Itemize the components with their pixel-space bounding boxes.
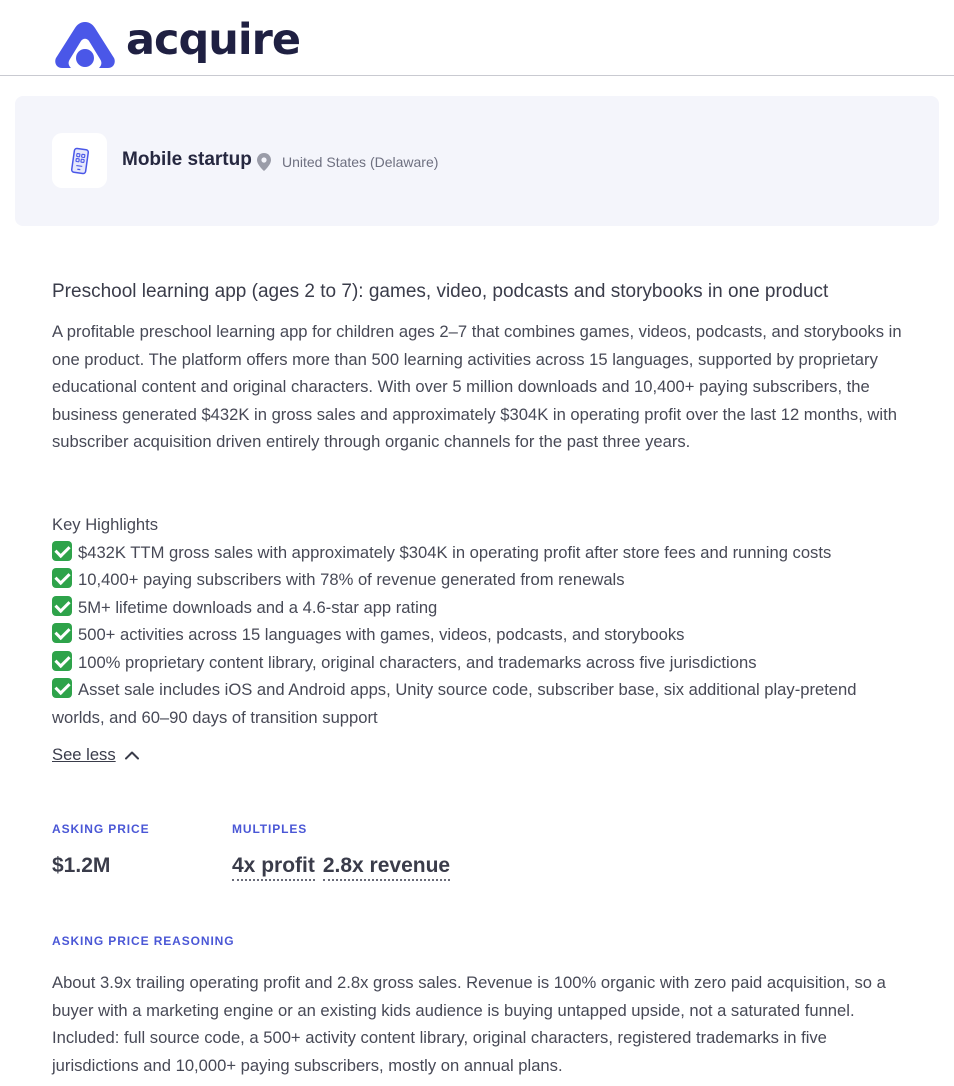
top-bar — [0, 0, 954, 76]
check-mark-icon — [52, 678, 72, 698]
highlight-item — [52, 594, 912, 622]
multiples-label: MULTIPLES — [232, 822, 308, 836]
highlight-text: 500+ activities across 15 languages with games, videos, podcasts, and storybooks — [78, 625, 685, 644]
asking-price-label: ASKING PRICE — [52, 822, 150, 836]
multiples-values — [232, 853, 458, 881]
highlight-item — [52, 539, 912, 567]
listing-category: Mobile startup — [122, 149, 252, 170]
location-pin-icon — [257, 153, 271, 171]
key-highlights — [52, 511, 912, 731]
acquire-logo[interactable] — [52, 15, 301, 70]
highlight-item — [52, 621, 912, 649]
asking-price-reasoning: About 3.9x trailing operating profit and 2.8x gross sales. Revenue is 100% organic with zero paid acquisition, so a buyer with a marketing engine or an existing kids audience is buying untapped upside, not a saturated funnel. Included: full source code, a 500+ activity content library, original characters, registered trademarks in five jurisdictions and 10,000+ paying subscribers, mostly on annual plans. — [52, 973, 886, 1075]
highlight-item — [52, 676, 912, 731]
chevron-up-icon — [124, 750, 140, 760]
check-mark-icon — [52, 623, 72, 643]
revenue-multiple[interactable]: 2.8x revenue — [323, 853, 450, 881]
highlight-text: 10,400+ paying subscribers with 78% of revenue generated from renewals — [78, 570, 625, 589]
highlight-item — [52, 649, 912, 677]
check-mark-icon — [52, 568, 72, 588]
app-icon-tile — [52, 133, 107, 188]
check-mark-icon — [52, 651, 72, 671]
logo-wordmark: acquire — [126, 15, 301, 65]
check-mark-icon — [52, 541, 72, 561]
mobile-phone-icon — [67, 147, 93, 175]
highlight-text: 5M+ lifetime downloads and a 4.6-star app rating — [78, 597, 438, 617]
asking-price-reasoning-label: ASKING PRICE REASONING — [52, 934, 235, 948]
listing-location: United States (Delaware) — [282, 154, 439, 170]
highlight-text: 100% proprietary content library, original characters, and trademarks across five jurisdictions — [78, 652, 757, 672]
highlights-title: Key Highlights — [52, 515, 159, 534]
listing-headline: Preschool learning app (ages 2 to 7): games, video, podcasts and storybooks in one product — [52, 281, 829, 302]
profit-multiple[interactable]: 4x profit — [232, 853, 315, 881]
highlight-text: $432K TTM gross sales with approximately $304K in operating profit after store fees and running costs — [78, 542, 832, 562]
acquire-logo-icon — [52, 18, 118, 70]
asking-price-value: $1.2M — [52, 854, 111, 877]
highlight-text: Asset sale includes iOS and Android apps, Unity source code, subscriber base, six additional play-pretend worlds, and 60–90 days of transition support — [52, 680, 857, 727]
see-less-button[interactable] — [52, 744, 140, 766]
listing-description: A profitable preschool learning app for children ages 2–7 that combines games, videos, podcasts, and storybooks in one product. The platform offers more than 500 learning activities across 15 languages, supported by proprietary educational content and original characters. With over 5 million downloads and 10,400+ paying subscribers, the business generated $432K in gross sales and approximately $304K in operating profit over the last 12 months, with subscriber acquisition driven entirely through organic channels for the past three years. — [52, 322, 902, 451]
listing-header-card — [15, 96, 939, 226]
check-mark-icon — [52, 596, 72, 616]
see-less-label: See less — [52, 745, 116, 764]
highlight-item — [52, 566, 912, 594]
